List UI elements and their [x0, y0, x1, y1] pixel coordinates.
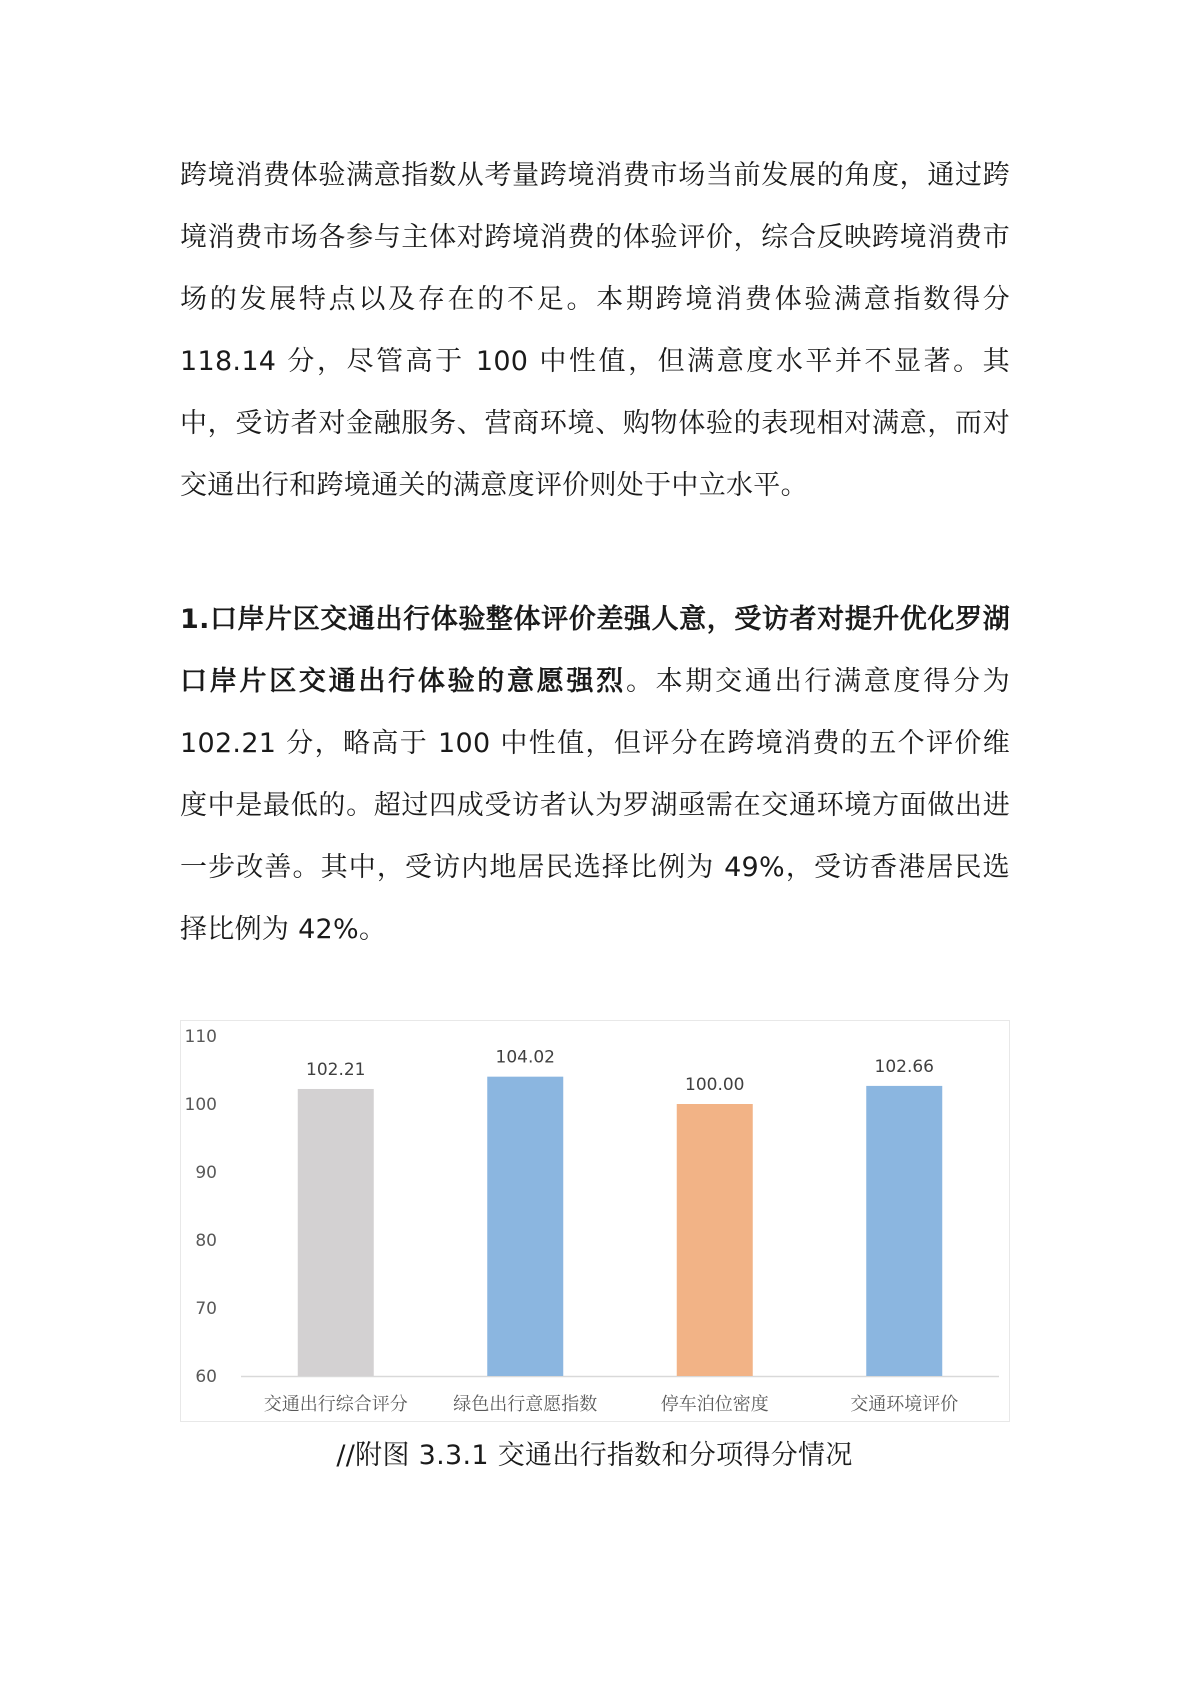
- y-tick-label: 80: [195, 1231, 217, 1251]
- x-tick-label: 停车泊位密度: [660, 1394, 769, 1415]
- y-tick-label: 90: [195, 1163, 217, 1183]
- data-label: 102.21: [306, 1059, 366, 1080]
- data-label: 104.02: [495, 1047, 555, 1068]
- section1-paragraph: [180, 589, 1010, 961]
- bar: [487, 1077, 563, 1376]
- y-tick-label: 110: [184, 1027, 217, 1047]
- bar: [298, 1089, 374, 1376]
- section1-heading: 1.口岸片区交通出行体验整体评价差强人意，受访者对提升优化罗湖口岸片区交通出行体验的意愿强烈: [180, 604, 1010, 697]
- intro-paragraph: 跨境消费体验满意指数从考量跨境消费市场当前发展的角度，通过跨境消费市场各参与主体对跨境消费的体验评价，综合反映跨境消费市场的发展特点以及存在的不足。本期跨境消费体验满意指数得分 118.14 分，尽管高于 100 中性值，但满意度水平并不显著。其中，受访者对金融服务、营商环境、购物体验的表现相对满意，而对交通出行和跨境通关的满意度评价则处于中立水平。: [180, 160, 1010, 501]
- x-tick-label: 交通出行综合评分: [263, 1394, 408, 1415]
- bar-chart-svg: [181, 1021, 1011, 1423]
- y-tick-label: 100: [184, 1095, 217, 1115]
- y-tick-label: 70: [195, 1299, 217, 1319]
- data-label: 102.66: [874, 1056, 934, 1077]
- data-label: 100.00: [685, 1075, 745, 1095]
- figure-caption: //附图 3.3.1 交通出行指数和分项得分情况: [336, 1440, 853, 1471]
- y-tick-label: 60: [195, 1367, 217, 1387]
- x-tick-label: 交通环境评价: [850, 1394, 959, 1415]
- section1-body: 。本期交通出行满意度得分为 102.21 分，略高于 100 中性值，但评分在跨境消费的五个评价维度中是最低的。超过四成受访者认为罗湖亟需在交通环境方面做出进一步改善。其中，受访内地居民选择比例为 49%，受访香港居民选择比例为 42%。: [180, 666, 1011, 945]
- bar: [866, 1086, 942, 1376]
- x-tick-label: 绿色出行意愿指数: [453, 1394, 598, 1415]
- bar-chart: [180, 1020, 1010, 1422]
- bar: [677, 1104, 753, 1376]
